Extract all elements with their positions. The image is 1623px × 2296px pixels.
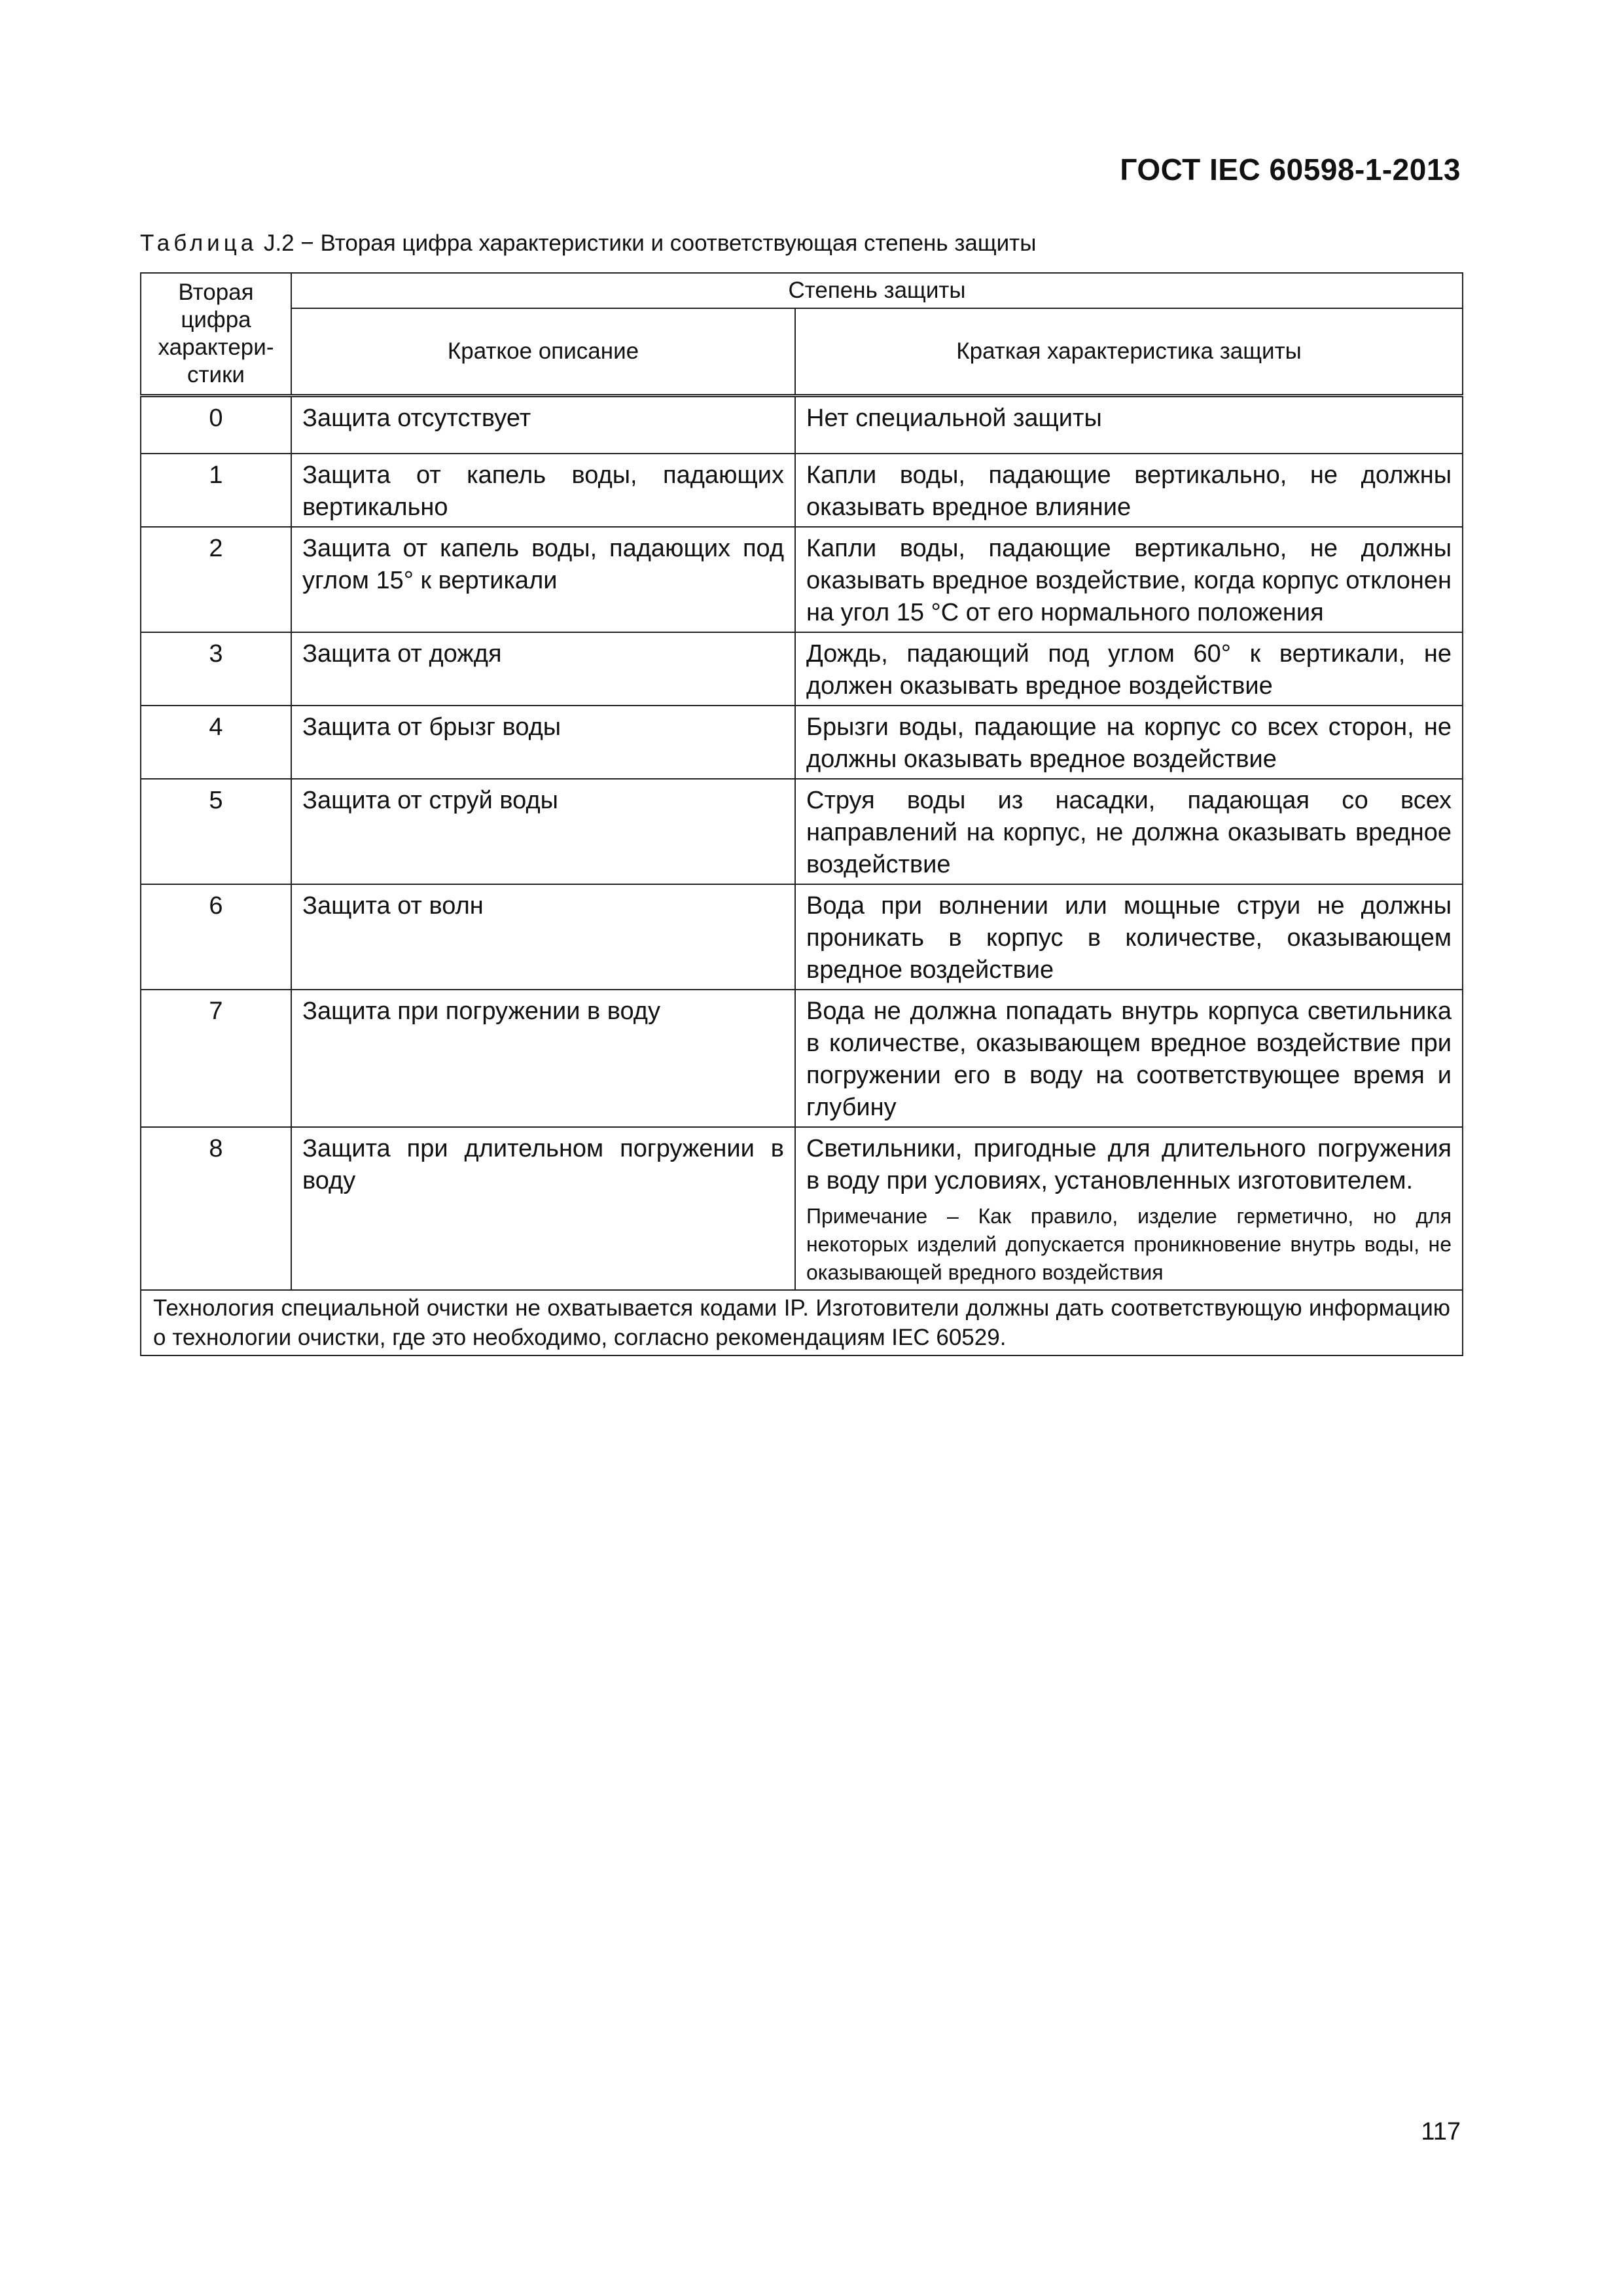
caption-lead: Таблица bbox=[140, 230, 258, 256]
table-row bbox=[141, 527, 1463, 632]
row-description: Защита от капель воды, падающих вертикально bbox=[291, 454, 795, 527]
table-row bbox=[141, 706, 1463, 779]
page-number: 117 bbox=[1421, 2118, 1461, 2145]
row-characteristic: Вода при волнении или мощные струи не должны проникать в корпус в количестве, оказывающем вредное воздействие bbox=[795, 884, 1463, 990]
row-characteristic: Светильники, пригодные для длительного погружения в воду при условиях, установленных изготовителем. bbox=[806, 1134, 1452, 1194]
row-digit: 1 bbox=[141, 454, 291, 527]
row-characteristic: Брызги воды, падающие на корпус со всех сторон, не должны оказывать вредное воздействие bbox=[795, 706, 1463, 779]
row-digit: 3 bbox=[141, 632, 291, 706]
col-digit-header-line: характери- bbox=[158, 334, 274, 360]
table-row bbox=[141, 454, 1463, 527]
row-description: Защита от струй воды bbox=[291, 779, 795, 884]
row-digit: 8 bbox=[141, 1127, 291, 1290]
row-description: Защита от брызг воды bbox=[291, 706, 795, 779]
table-footer: Технология специальной очистки не охватывается кодами IP. Изготовители должны дать соответствующую информацию о технологии очистки, где это необходимо, согласно рекомендациям IEC 60529. bbox=[141, 1290, 1463, 1355]
table-row bbox=[141, 632, 1463, 706]
row-description: Защита от дождя bbox=[291, 632, 795, 706]
row-note: Примечание – Как правило, изделие герметично, но для некоторых изделий допускается проникновение внутрь воды, не оказывающей вредного воздействия bbox=[806, 1204, 1452, 1284]
col-digit-header-line: Вторая bbox=[178, 279, 254, 305]
row-description: Защита при длительном погружении в воду bbox=[291, 1127, 795, 1290]
row-digit: 6 bbox=[141, 884, 291, 990]
col-desc-header: Краткое описание bbox=[291, 308, 795, 396]
table-row bbox=[141, 1127, 1463, 1290]
row-characteristic: Вода не должна попадать внутрь корпуса светильника в количестве, оказывающем вредное воздействие при погружении его в воду на соответствующее время и глубину bbox=[795, 990, 1463, 1127]
row-digit: 5 bbox=[141, 779, 291, 884]
standard-header: ГОСТ IEC 60598-1-2013 bbox=[1120, 152, 1461, 187]
table-row bbox=[141, 779, 1463, 884]
row-digit: 2 bbox=[141, 527, 291, 632]
protection-table bbox=[140, 272, 1463, 1356]
table-footer-row bbox=[141, 1290, 1463, 1355]
group-header: Степень защиты bbox=[291, 273, 1463, 308]
col-digit-header-line: стики bbox=[187, 362, 245, 387]
row-description: Защита от волн bbox=[291, 884, 795, 990]
row-characteristic: Дождь, падающий под углом 60° к вертикали, не должен оказывать вредное воздействие bbox=[795, 632, 1463, 706]
row-digit: 4 bbox=[141, 706, 291, 779]
table-row bbox=[141, 990, 1463, 1127]
table-subheader-row bbox=[141, 308, 1463, 396]
col-digit-header bbox=[141, 273, 291, 396]
row-characteristic: Нет специальной защиты bbox=[795, 396, 1463, 454]
table-row bbox=[141, 396, 1463, 454]
row-characteristic: Струя воды из насадки, падающая со всех направлений на корпус, не должна оказывать вредное воздействие bbox=[795, 779, 1463, 884]
row-description: Защита при погружении в воду bbox=[291, 990, 795, 1127]
row-characteristic: Капли воды, падающие вертикально, не должны оказывать вредное влияние bbox=[795, 454, 1463, 527]
caption-text: J.2 − Вторая цифра характеристики и соответствующая степень защиты bbox=[257, 230, 1037, 256]
row-digit: 0 bbox=[141, 396, 291, 454]
table-caption bbox=[140, 230, 1036, 257]
row-description: Защита отсутствует bbox=[291, 396, 795, 454]
row-description: Защита от капель воды, падающих под углом 15° к вертикали bbox=[291, 527, 795, 632]
row-characteristic-cell bbox=[795, 1127, 1463, 1290]
table-header-row bbox=[141, 273, 1463, 308]
col-char-header: Краткая характеристика защиты bbox=[795, 308, 1463, 396]
table-row bbox=[141, 884, 1463, 990]
row-characteristic: Капли воды, падающие вертикально, не должны оказывать вредное воздействие, когда корпус отклонен на угол 15 °С от его нормального положения bbox=[795, 527, 1463, 632]
row-digit: 7 bbox=[141, 990, 291, 1127]
col-digit-header-line: цифра bbox=[181, 307, 251, 332]
